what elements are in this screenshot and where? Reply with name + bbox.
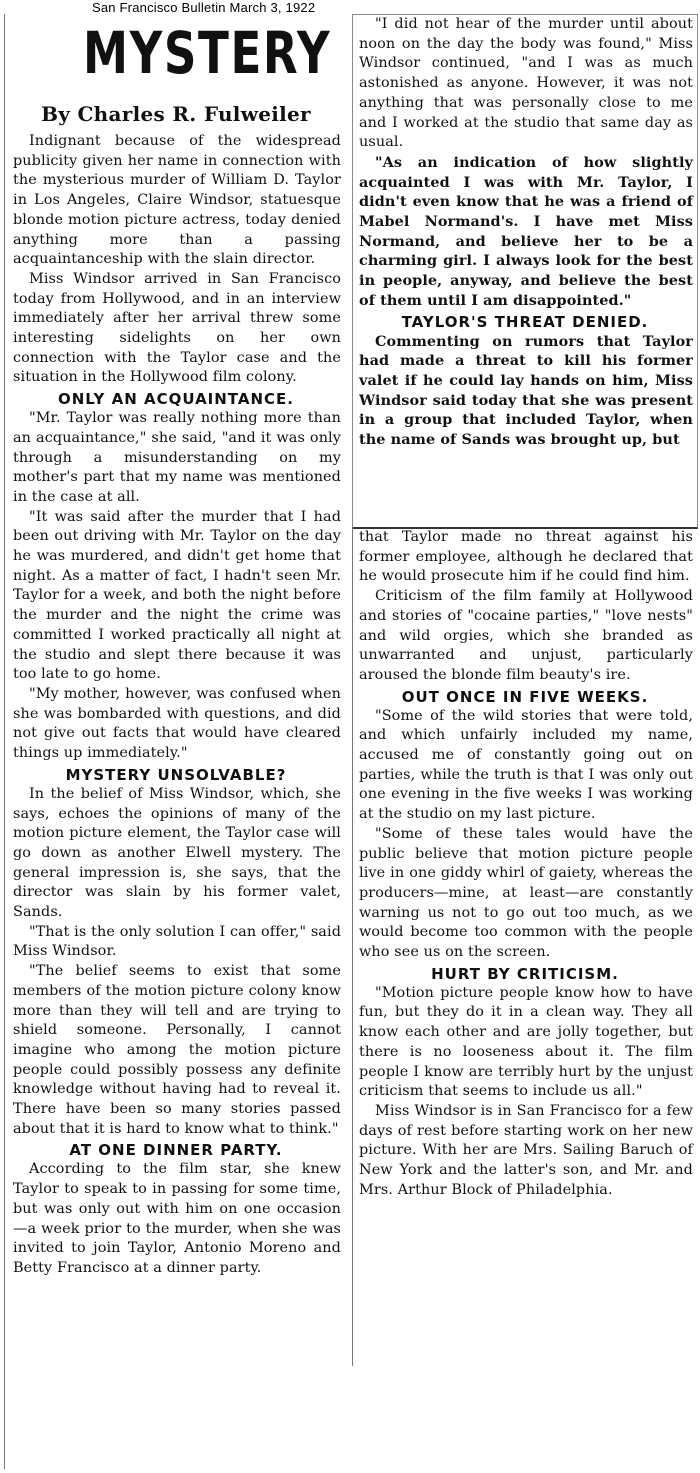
headline: MYSTERY <box>83 19 332 87</box>
article-paragraph: According to the film star, she knew Taylor to speak to in passing for some time, but was only out with him on one occasion—a week prior to the murder, when she was invited to join Taylor, Antonio Moreno and Betty Francisco at a dinner party. <box>13 1161 341 1276</box>
section-subhead: MYSTERY UNSOLVABLE? <box>65 765 287 784</box>
article-paragraph: Miss Windsor is in San Francisco for a few days of rest before starting work on her new picture. With her are Mrs. Sailing Baruch of New York and the latter's son, and Mr. and Mrs. Arthur Block of Philadelphia. <box>359 1102 693 1198</box>
right-bottom-body <box>353 528 697 1201</box>
section-subhead: TAYLOR'S THREAT DENIED. <box>401 312 649 331</box>
right-top-body <box>353 15 697 450</box>
left-column <box>4 14 347 1469</box>
section-subhead: ONLY AN ACQUAINTANCE. <box>57 390 294 409</box>
article-paragraph: "As an indication of how slightly acquainted I was with Mr. Taylor, I didn't even know that he was a friend of Mabel Normand's. I have met Miss Normand, and believe her to be a charming girl. I always look for the best in people, anyway, and believe the best of them until I am disappointed." <box>359 153 693 309</box>
article-paragraph: Indignant because of the widespread publicity given her name in connection with the mysterious murder of William D. Taylor in Los Angeles, Claire Windsor, statuesque blonde motion picture actress, today denied anything more than a passing acquaintanceship with the slain director. <box>13 133 341 268</box>
article-paragraph: Criticism of the film family at Hollywood and stories of "cocaine parties," "love nests" and wild orgies, which she branded as unwarranted and unjust, particularly aroused the blonde film beauty's ire. <box>359 588 693 683</box>
right-top-column <box>352 14 698 529</box>
article-paragraph: Commenting on rumors that Taylor had made a threat to kill his former valet if he could lay hands on him, Miss Windsor said today that she was present in a group that included Taylor, when the name of Sands was brought up, but <box>359 332 693 449</box>
article-paragraph: "Some of these tales would have the public believe that motion picture people live in one giddy whirl of gaiety, whereas the producers—mine, at least—are constantly warning us not to go out too much, as we would become too common with the people who see us on the screen. <box>359 825 693 961</box>
article-paragraph: In the belief of Miss Windsor, which, she says, echoes the opinions of many of the motion picture element, the Taylor case will go down as another Elwell mystery. The general impression is, she says, that the director was slain by his former valet, Sands. <box>13 785 341 921</box>
article-paragraph: "Mr. Taylor was really nothing more than an acquaintance," she said, "and it was only through a misunderstanding on my mother's part that my name was mentioned in the case at all. <box>13 410 341 505</box>
article-paragraph: "Some of the wild stories that were told, and which unfairly included my name, accused me of constantly going out on parties, while the truth is that I was only out one evening in the five weeks I was working at the studio on my last picture. <box>359 707 693 823</box>
article-paragraph: "It was said after the murder that I had been out driving with Mr. Taylor on the day he was murdered, and didn't get home that night. As a matter of fact, I hadn't seen Mr. Taylor for a week, and both the night before the murder and the night the crime was committed I worked practically all night at the studio and slept there because it was too late to go home. <box>13 508 341 683</box>
article-paragraph: Miss Windsor arrived in San Francisco today from Hollywood, and in an interview immediately after her arrival threw some interesting sidelights on her own connection with the Taylor case and the situation in the Hollywood film colony. <box>13 270 341 386</box>
article-paragraph: "That is the only solution I can offer," said Miss Windsor. <box>13 923 341 960</box>
section-subhead: OUT ONCE IN FIVE WEEKS. <box>401 687 649 706</box>
section-subhead: AT ONE DINNER PARTY. <box>69 1141 283 1160</box>
article-paragraph: "I did not hear of the murder until about noon on the day the body was found," Miss Windsor continued, "and I was as much astonished as anyone. However, it was not anything that was personally close to me and I worked at the studio that same day as usual. <box>359 16 693 151</box>
article-paragraph: "The belief seems to exist that some members of the motion picture colony know more than they will tell and are trying to shield someone. Personally, I cannot imagine who among the motion picture people could possibly possess any definite knowledge without having had to reveal it. There have been so many stories passed about that it is hard to know what to think." <box>13 963 341 1137</box>
article-paragraph: that Taylor made no threat against his former employee, although he declared that he would prosecute him if he could find him. <box>359 529 693 585</box>
source-citation: San Francisco Bulletin March 3, 1922 <box>92 0 316 15</box>
section-subhead: HURT BY CRITICISM. <box>431 964 619 983</box>
article-paragraph: "My mother, however, was confused when she was bombarded with questions, and did not give out facts that would have cleared things up immediately." <box>13 685 341 762</box>
left-column-body <box>5 132 347 1279</box>
article-paragraph: "Motion picture people know how to have fun, but they do it in a clean way. They all know each other and are jolly together, but there is no looseness about it. The film people I know are terribly hurt by the unjust criticism that seems to include us all." <box>359 984 693 1100</box>
byline: By Charles R. Fulweiler <box>41 102 311 126</box>
right-bottom-column <box>352 528 697 1366</box>
